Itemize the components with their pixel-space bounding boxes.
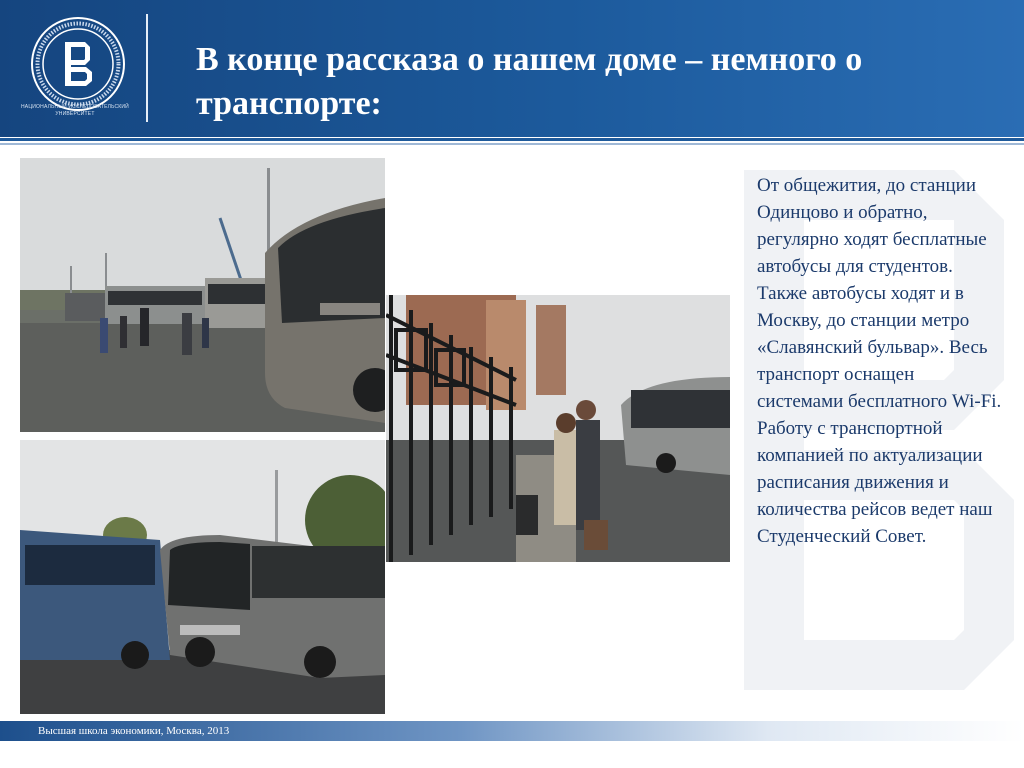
paragraph-student-council: Работу с транспортной компанией по актуализации расписания движения и количества рейсов ведет наш Студенческий Совет. [757, 418, 993, 547]
hse-logo-icon [28, 14, 128, 114]
logo-caption: НАЦИОНАЛЬНЫЙ ИССЛЕДОВАТЕЛЬСКИЙ УНИВЕРСИТЕТ [21, 104, 129, 117]
photo-bus-stop [20, 158, 385, 432]
page-title: В конце рассказа о нашем доме – немного о транспорте: [196, 41, 863, 122]
header-underline-light [0, 143, 1024, 145]
footer-text: Высшая школа экономики, Москва, 2013 [38, 725, 230, 737]
header-underline [0, 138, 1024, 141]
header-divider [146, 14, 148, 122]
paragraph-transport: От общежития, до станции Одинцово и обратно, регулярно ходят бесплатные автобусы для студентов. Также автобусы ходят и в Москву, до станции метро «Славянский бульвар». Весь транспорт оснащен системами бесплатного Wi-Fi. [757, 175, 1002, 412]
header-bar [0, 0, 1024, 137]
photo-gray-buses [20, 440, 385, 714]
body-text [757, 172, 1002, 550]
photo-fence-people [386, 295, 730, 562]
